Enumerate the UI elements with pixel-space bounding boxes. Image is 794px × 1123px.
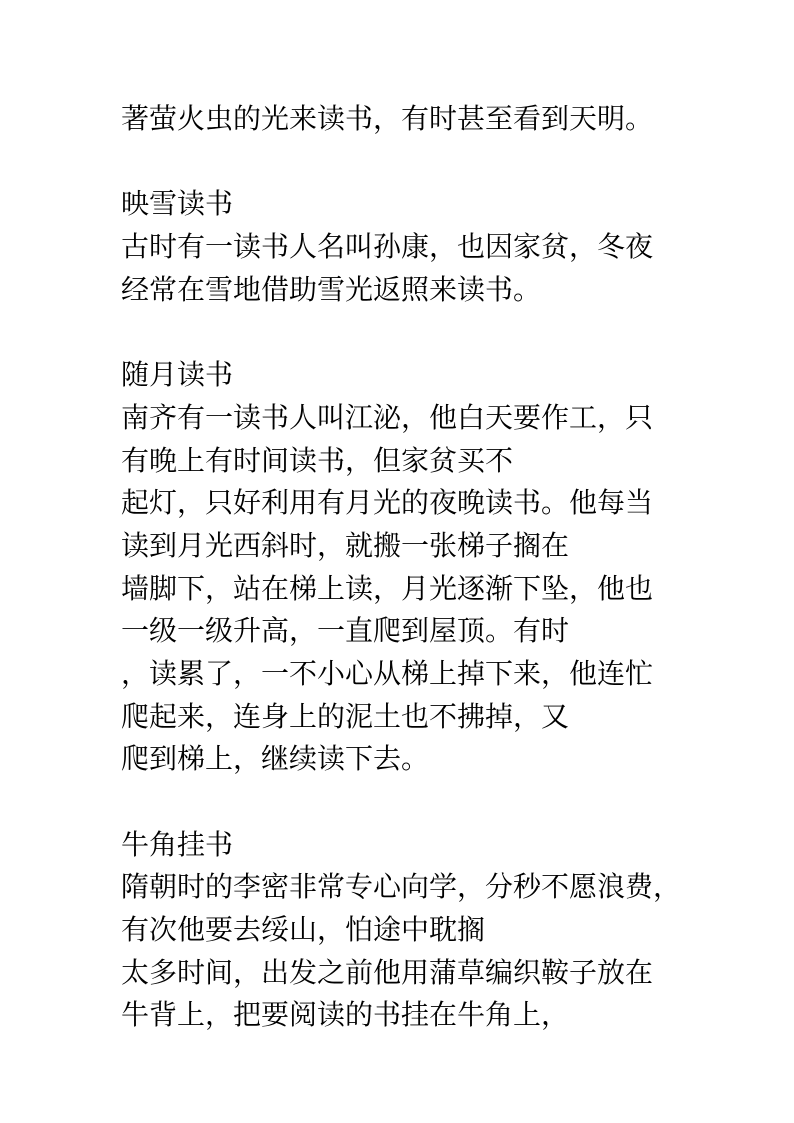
blank-line xyxy=(121,781,721,824)
paragraph-line: 一级一级升高，一直爬到屋顶。有时 xyxy=(121,614,570,648)
paragraph-line: 有晚上有时间读书，但家贫买不 xyxy=(121,443,514,477)
paragraph-line: 南齐有一读书人叫江泌，他白天要作工，只 xyxy=(121,400,654,434)
paragraph-line: 有次他要去绥山，怕途中耽搁 xyxy=(121,913,486,947)
document-body xyxy=(121,98,721,1037)
blank-line xyxy=(121,141,721,184)
paragraph-line: 起灯，只好利用有月光的夜晚读书。他每当 xyxy=(121,486,654,520)
paragraph-line: 墙脚下，站在梯上读，月光逐渐下坠，他也 xyxy=(121,571,654,605)
paragraph-line: 牛背上，把要阅读的书挂在牛角上， xyxy=(121,998,570,1032)
section-heading-snow: 映雪读书 xyxy=(121,187,234,221)
section-heading-ox-horn: 牛角挂书 xyxy=(121,827,234,861)
paragraph-line: 隋朝时的李密非常专心向学，分秒不愿浪费， xyxy=(121,870,682,904)
paragraph-line: 著萤火虫的光来读书，有时甚至看到天明。 xyxy=(121,102,654,135)
paragraph-line: 经常在雪地借助雪光返照来读书。 xyxy=(121,272,542,306)
blank-line xyxy=(121,311,721,354)
paragraph-line: 爬到梯上，继续读下去。 xyxy=(121,742,430,776)
paragraph-line: 读到月光西斜时，就搬一张梯子搁在 xyxy=(121,528,570,562)
paragraph-line: ，读累了，一不小心从梯上掉下来，他连忙 xyxy=(121,656,654,690)
paragraph-line: 爬起来，连身上的泥土也不拂掉，又 xyxy=(121,699,570,733)
section-heading-moon: 随月读书 xyxy=(121,358,234,392)
paragraph-line: 太多时间，出发之前他用蒲草编织鞍子放在 xyxy=(121,955,654,989)
paragraph-line: 古时有一读书人名叫孙康，也因家贫，冬夜 xyxy=(121,230,654,264)
